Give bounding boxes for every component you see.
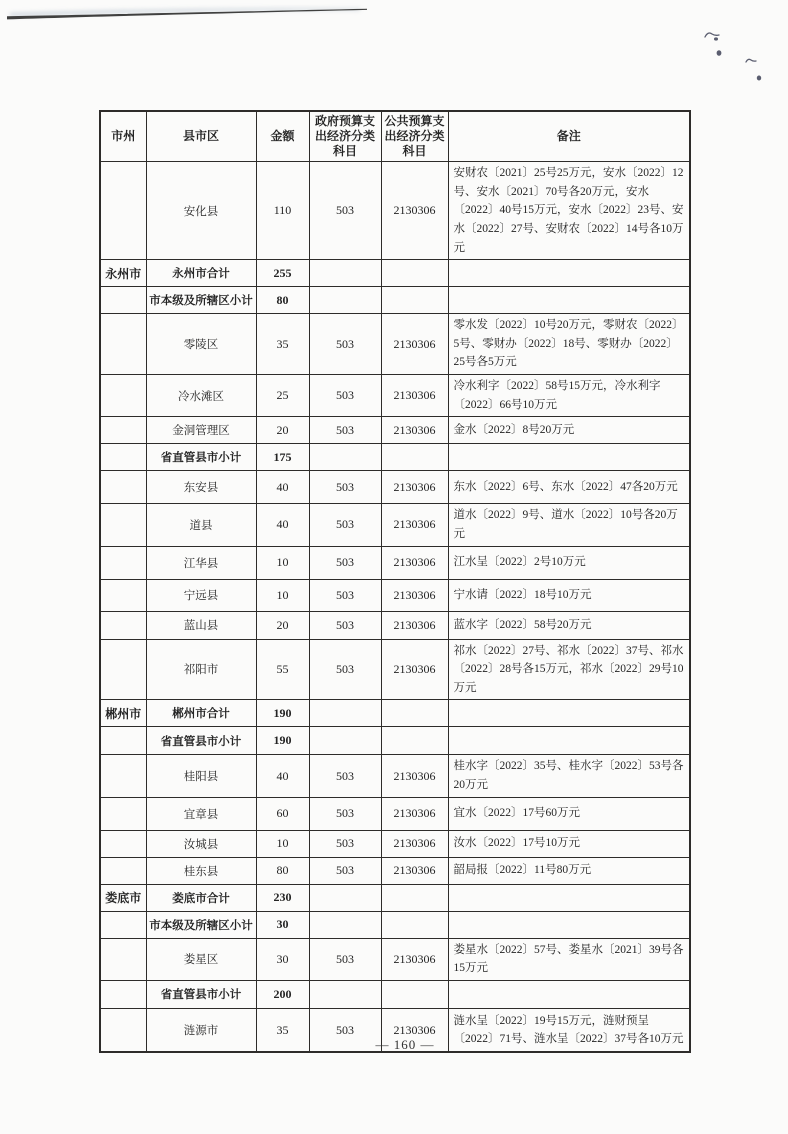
- cell-county: 省直管县市小计: [146, 980, 256, 1008]
- cell-amount: 30: [256, 911, 309, 938]
- cell-shi: [100, 579, 146, 611]
- cell-county: 宜章县: [146, 797, 256, 830]
- cell-pub: [381, 727, 448, 755]
- cell-remark: 安财农〔2021〕25号25万元，安水〔2022〕12号、安水〔2021〕70号各20万元，安水〔2022〕40号15万元，安水〔2022〕23号、安水〔2022〕27号、安财农〔2022〕14号各10万元: [448, 162, 690, 260]
- cell-gov: 503: [309, 830, 381, 857]
- cell-remark: 道水〔2022〕9号、道水〔2022〕10号各20万元: [448, 504, 690, 546]
- table-row: [100, 980, 690, 1008]
- cell-shi: [100, 727, 146, 755]
- ink-speck-squiggle-2: [746, 59, 756, 62]
- cell-remark: 祁水〔2022〕27号、祁水〔2022〕37号、祁水〔2022〕28号各15万元，祁水〔2022〕29号10万元: [448, 639, 690, 700]
- cell-pub: 2130306: [381, 797, 448, 830]
- cell-pub: [381, 884, 448, 911]
- cell-amount: 40: [256, 504, 309, 546]
- cell-county: 汝城县: [146, 830, 256, 857]
- cell-shi: [100, 911, 146, 938]
- cell-gov: 503: [309, 639, 381, 700]
- cell-gov: [309, 260, 381, 287]
- table-row: [100, 162, 690, 260]
- cell-amount: 20: [256, 417, 309, 444]
- cell-pub: 2130306: [381, 504, 448, 546]
- cell-amount: 40: [256, 471, 309, 504]
- cell-gov: 503: [309, 314, 381, 375]
- cell-pub: 2130306: [381, 611, 448, 639]
- column-header-shi: 市州: [100, 111, 146, 162]
- cell-remark: 江水呈〔2022〕2号10万元: [448, 546, 690, 579]
- cell-remark: 桂水字〔2022〕35号、桂水字〔2022〕53号各20万元: [448, 755, 690, 797]
- cell-county: 娄底市合计: [146, 884, 256, 911]
- cell-gov: 503: [309, 546, 381, 579]
- cell-amount: 35: [256, 314, 309, 375]
- cell-remark: 涟水呈〔2022〕19号15万元，涟财预呈〔2022〕71号、涟水呈〔2022〕37号各10万元: [448, 1008, 690, 1052]
- cell-gov: 503: [309, 797, 381, 830]
- cell-shi: [100, 938, 146, 980]
- cell-gov: 503: [309, 417, 381, 444]
- scan-streak: [7, 9, 367, 20]
- cell-remark: 宁水请〔2022〕18号10万元: [448, 579, 690, 611]
- cell-shi: [100, 471, 146, 504]
- cell-amount: 190: [256, 700, 309, 727]
- cell-pub: 2130306: [381, 162, 448, 260]
- cell-county: 蓝山县: [146, 611, 256, 639]
- cell-shi: [100, 444, 146, 471]
- cell-amount: 20: [256, 611, 309, 639]
- cell-pub: 2130306: [381, 579, 448, 611]
- cell-gov: 503: [309, 504, 381, 546]
- budget-table: [99, 110, 691, 1053]
- cell-shi: [100, 639, 146, 700]
- cell-county: 娄星区: [146, 938, 256, 980]
- cell-county: 市本级及所辖区小计: [146, 911, 256, 938]
- cell-pub: 2130306: [381, 314, 448, 375]
- cell-gov: 503: [309, 755, 381, 797]
- table-row: [100, 755, 690, 797]
- cell-shi: [100, 611, 146, 639]
- table-row: [100, 260, 690, 287]
- cell-amount: 200: [256, 980, 309, 1008]
- column-header-county: 县市区: [146, 111, 256, 162]
- table-row: [100, 611, 690, 639]
- cell-county: 省直管县市小计: [146, 444, 256, 471]
- column-header-remark: 备注: [448, 111, 690, 162]
- cell-shi: 娄底市: [100, 884, 146, 911]
- cell-gov: 503: [309, 162, 381, 260]
- ink-speck-dot-1: [717, 50, 722, 56]
- cell-remark: [448, 980, 690, 1008]
- cell-remark: 蓝水字〔2022〕58号20万元: [448, 611, 690, 639]
- cell-gov: 503: [309, 857, 381, 884]
- cell-shi: [100, 755, 146, 797]
- table-row: [100, 471, 690, 504]
- table-row: [100, 797, 690, 830]
- cell-shi: [100, 287, 146, 314]
- table-row: [100, 375, 690, 417]
- cell-county: 市本级及所辖区小计: [146, 287, 256, 314]
- cell-amount: 255: [256, 260, 309, 287]
- cell-county: 永州市合计: [146, 260, 256, 287]
- cell-gov: 503: [309, 1008, 381, 1052]
- cell-amount: 10: [256, 579, 309, 611]
- cell-county: 冷水滩区: [146, 375, 256, 417]
- column-header-pub: 公共预算支出经济分类科目: [381, 111, 448, 162]
- cell-pub: 2130306: [381, 1008, 448, 1052]
- table-row: [100, 287, 690, 314]
- cell-gov: 503: [309, 471, 381, 504]
- cell-county: 东安县: [146, 471, 256, 504]
- ink-speck-squiggle-1: [705, 33, 719, 37]
- cell-county: 江华县: [146, 546, 256, 579]
- cell-remark: [448, 287, 690, 314]
- cell-amount: 40: [256, 755, 309, 797]
- cell-remark: 娄星水〔2022〕57号、娄星水〔2021〕39号各15万元: [448, 938, 690, 980]
- cell-gov: 503: [309, 579, 381, 611]
- table-row: [100, 579, 690, 611]
- page-number: — 160 —: [375, 1037, 435, 1052]
- ink-speck-blob-1: [714, 37, 718, 40]
- cell-pub: [381, 700, 448, 727]
- cell-pub: 2130306: [381, 857, 448, 884]
- cell-gov: [309, 444, 381, 471]
- cell-pub: 2130306: [381, 639, 448, 700]
- cell-remark: 东水〔2022〕6号、东水〔2022〕47各20万元: [448, 471, 690, 504]
- cell-gov: 503: [309, 375, 381, 417]
- cell-amount: 35: [256, 1008, 309, 1052]
- cell-amount: 230: [256, 884, 309, 911]
- cell-county: 涟源市: [146, 1008, 256, 1052]
- cell-amount: 190: [256, 727, 309, 755]
- cell-pub: 2130306: [381, 375, 448, 417]
- cell-county: 宁远县: [146, 579, 256, 611]
- cell-amount: 80: [256, 857, 309, 884]
- cell-pub: [381, 444, 448, 471]
- cell-remark: [448, 884, 690, 911]
- table-row: [100, 911, 690, 938]
- cell-county: 零陵区: [146, 314, 256, 375]
- cell-pub: 2130306: [381, 755, 448, 797]
- cell-gov: [309, 700, 381, 727]
- table-row: [100, 830, 690, 857]
- ink-speck-dot-2: [757, 76, 761, 81]
- cell-amount: 10: [256, 830, 309, 857]
- table-row: [100, 639, 690, 700]
- cell-county: 道县: [146, 504, 256, 546]
- cell-pub: 2130306: [381, 830, 448, 857]
- cell-shi: [100, 830, 146, 857]
- cell-county: 金洞管理区: [146, 417, 256, 444]
- cell-pub: 2130306: [381, 938, 448, 980]
- cell-amount: 30: [256, 938, 309, 980]
- cell-remark: [448, 444, 690, 471]
- cell-pub: [381, 980, 448, 1008]
- cell-pub: 2130306: [381, 417, 448, 444]
- table-row: [100, 700, 690, 727]
- cell-remark: 冷水利字〔2022〕58号15万元，冷水利字〔2022〕66号10万元: [448, 375, 690, 417]
- cell-county: 祁阳市: [146, 639, 256, 700]
- table-row: [100, 884, 690, 911]
- cell-amount: 110: [256, 162, 309, 260]
- column-header-amount: 金额: [256, 111, 309, 162]
- cell-pub: [381, 287, 448, 314]
- cell-amount: 55: [256, 639, 309, 700]
- cell-pub: [381, 260, 448, 287]
- cell-shi: [100, 417, 146, 444]
- cell-county: 安化县: [146, 162, 256, 260]
- cell-gov: [309, 911, 381, 938]
- cell-shi: [100, 857, 146, 884]
- cell-shi: [100, 162, 146, 260]
- cell-gov: 503: [309, 938, 381, 980]
- cell-gov: [309, 727, 381, 755]
- cell-remark: [448, 700, 690, 727]
- cell-gov: [309, 980, 381, 1008]
- cell-gov: [309, 884, 381, 911]
- cell-shi: 郴州市: [100, 700, 146, 727]
- cell-county: 郴州市合计: [146, 700, 256, 727]
- cell-pub: 2130306: [381, 546, 448, 579]
- table-header-row: [100, 111, 690, 162]
- cell-remark: 汝水〔2022〕17号10万元: [448, 830, 690, 857]
- table-row: [100, 546, 690, 579]
- cell-shi: 永州市: [100, 260, 146, 287]
- cell-amount: 10: [256, 546, 309, 579]
- cell-amount: 25: [256, 375, 309, 417]
- table-row: [100, 938, 690, 980]
- cell-remark: [448, 911, 690, 938]
- cell-county: 桂东县: [146, 857, 256, 884]
- table-row: [100, 417, 690, 444]
- table-row: [100, 727, 690, 755]
- cell-gov: 503: [309, 611, 381, 639]
- table-row: [100, 857, 690, 884]
- cell-remark: 零水发〔2022〕10号20万元，零财农〔2022〕5号、零财办〔2022〕18号、零财办〔2022〕25号各5万元: [448, 314, 690, 375]
- table-row: [100, 314, 690, 375]
- cell-amount: 80: [256, 287, 309, 314]
- cell-remark: 金水〔2022〕8号20万元: [448, 417, 690, 444]
- cell-pub: 2130306: [381, 471, 448, 504]
- cell-amount: 175: [256, 444, 309, 471]
- cell-county: 桂阳县: [146, 755, 256, 797]
- cell-shi: [100, 980, 146, 1008]
- column-header-gov: 政府预算支出经济分类科目: [309, 111, 381, 162]
- cell-remark: [448, 727, 690, 755]
- cell-remark: 宜水〔2022〕17号60万元: [448, 797, 690, 830]
- cell-shi: [100, 375, 146, 417]
- cell-gov: [309, 287, 381, 314]
- ink-specks: [705, 33, 761, 81]
- cell-pub: [381, 911, 448, 938]
- scan-streak-halo: [10, 8, 360, 16]
- cell-amount: 60: [256, 797, 309, 830]
- cell-remark: 韶局报〔2022〕11号80万元: [448, 857, 690, 884]
- table-row: [100, 504, 690, 546]
- cell-county: 省直管县市小计: [146, 727, 256, 755]
- cell-remark: [448, 260, 690, 287]
- cell-shi: [100, 504, 146, 546]
- cell-shi: [100, 314, 146, 375]
- cell-shi: [100, 797, 146, 830]
- cell-shi: [100, 546, 146, 579]
- table-row: [100, 444, 690, 471]
